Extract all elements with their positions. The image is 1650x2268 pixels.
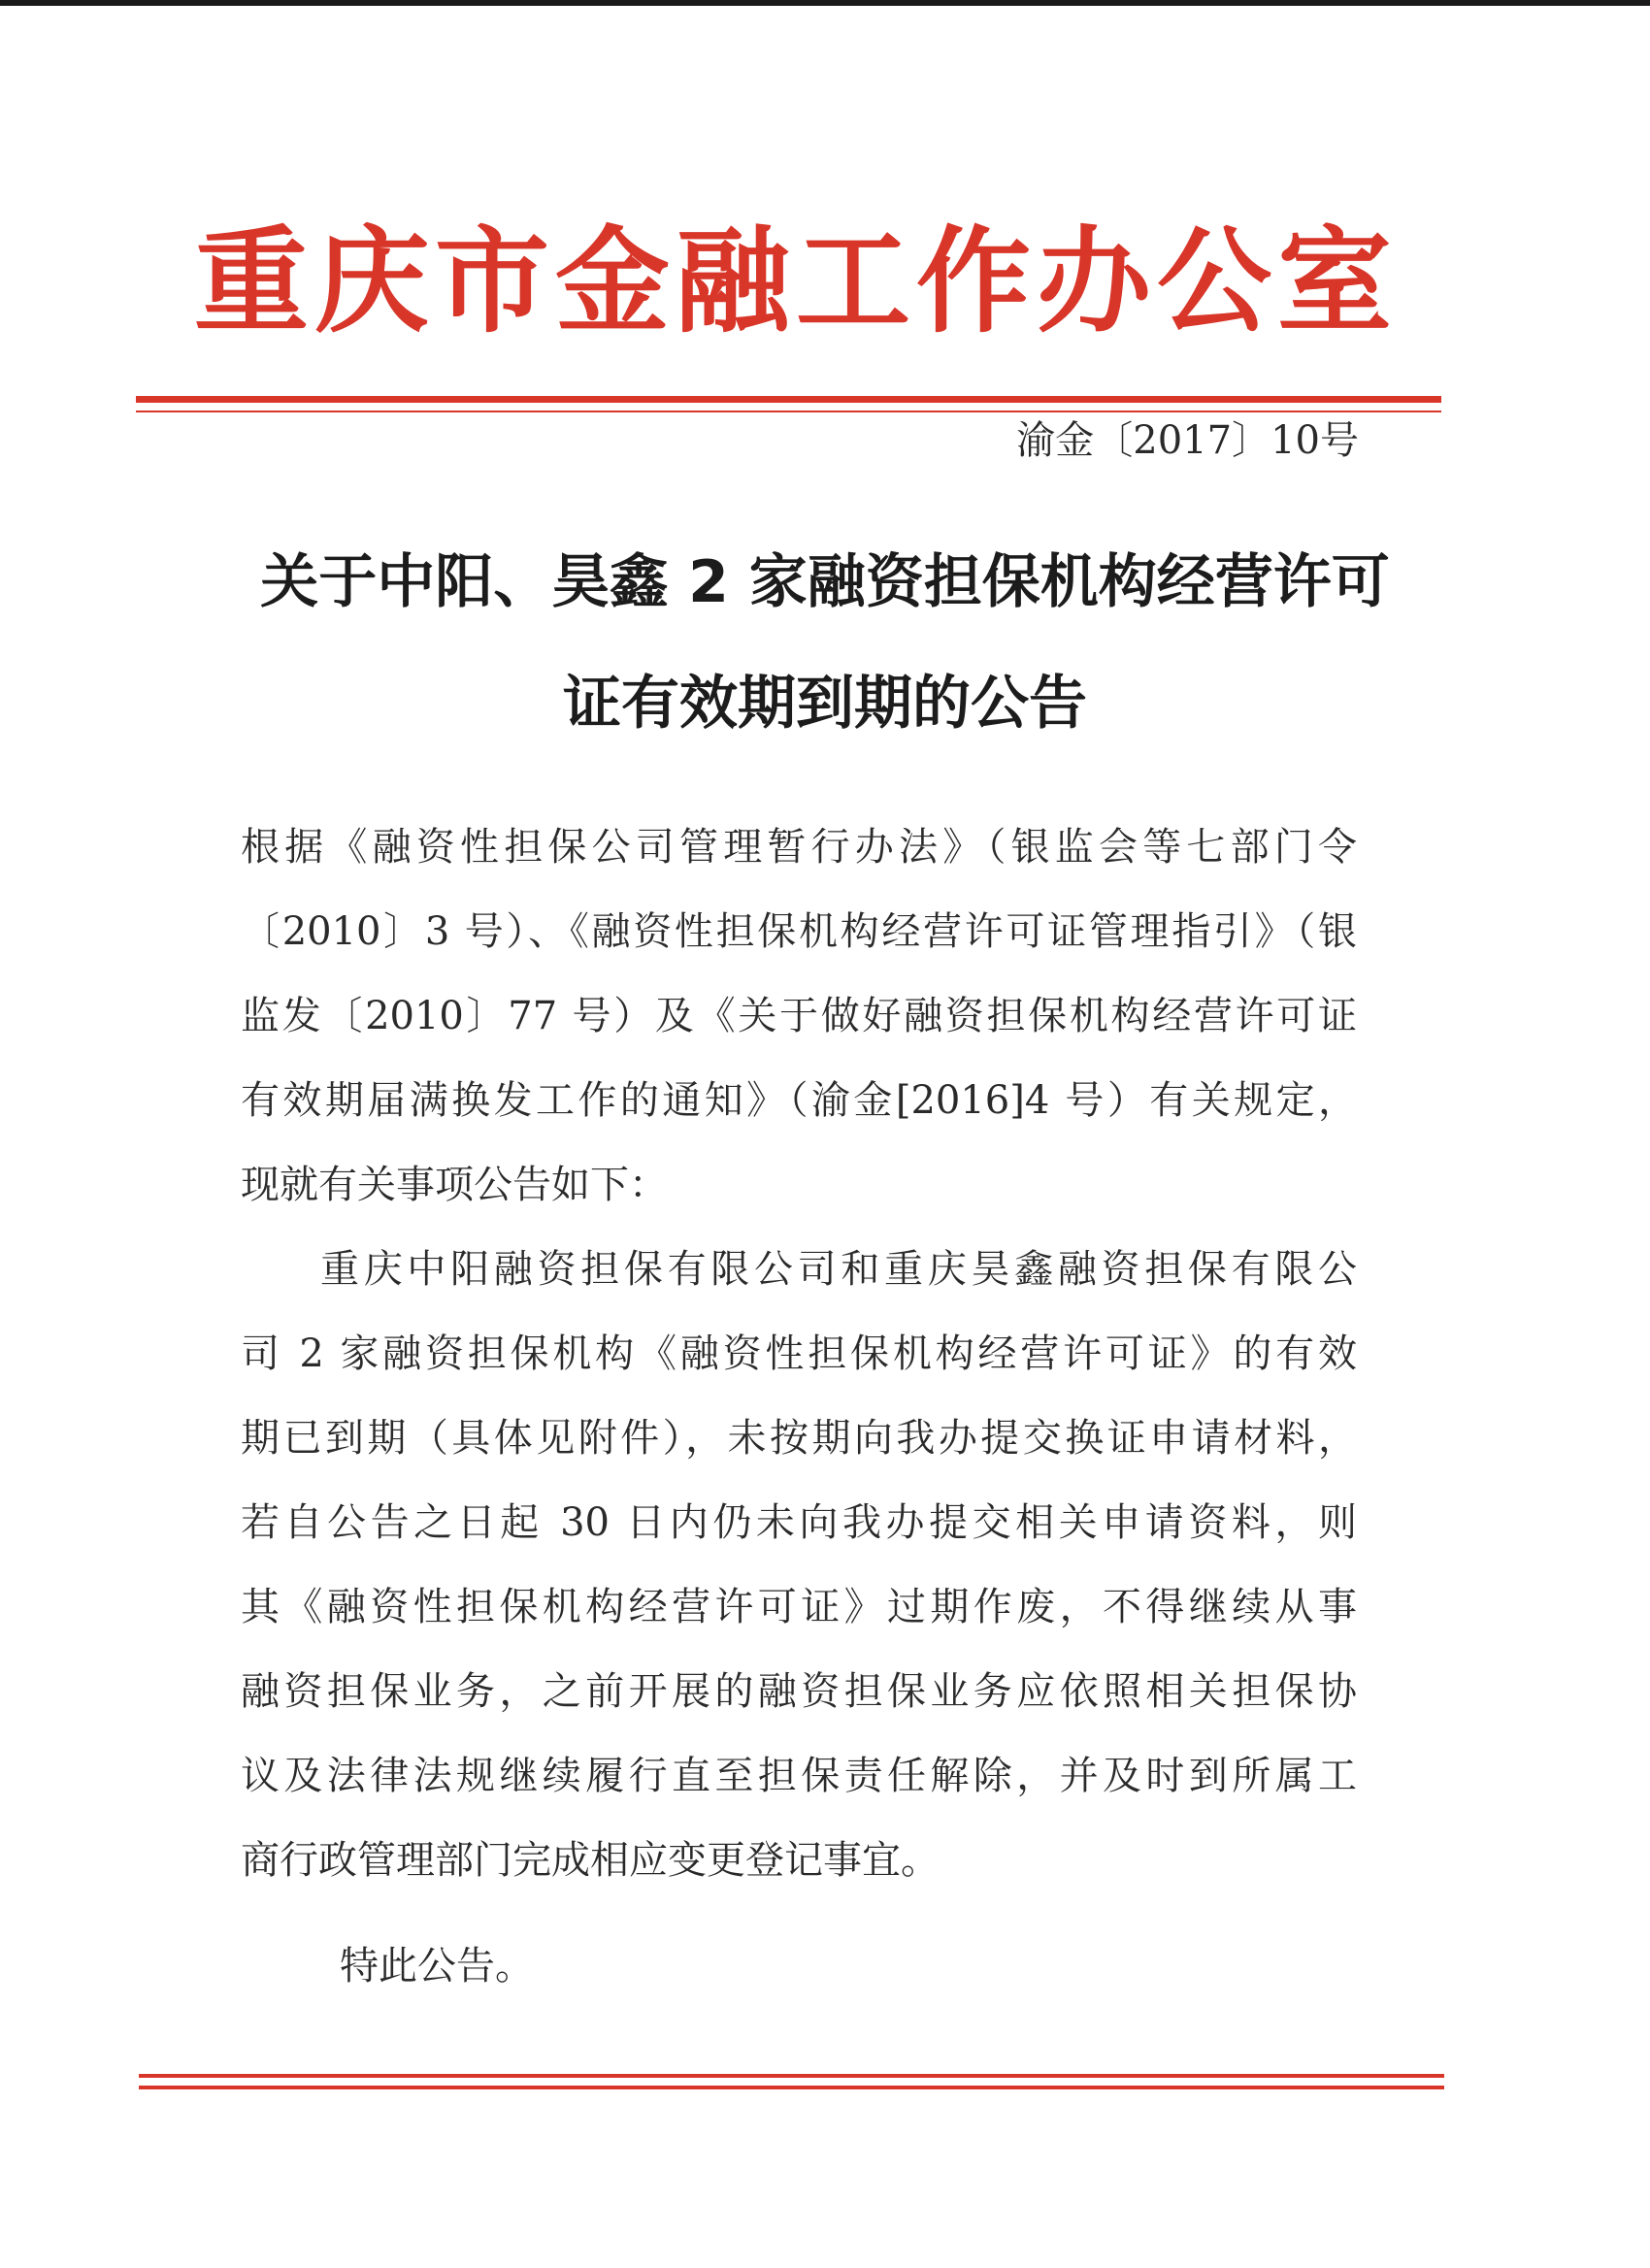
footer-red-rule xyxy=(139,2074,1444,2078)
scan-top-edge xyxy=(0,0,1650,6)
issuing-authority-masthead: 重庆市金融工作办公室 xyxy=(193,214,1398,348)
paragraph-line: 期已到期（具体见附件），未按期向我办提交换证申请材料， xyxy=(241,1416,1357,1461)
masthead-red-rule xyxy=(136,396,1441,403)
paragraph-line: 其《融资性担保机构经营许可证》过期作废，不得继续从事 xyxy=(241,1585,1357,1629)
paragraph-line: 有效期届满换发工作的通知》（渝金[2016]4 号）有关规定， xyxy=(241,1078,1357,1123)
paragraph-line: 融资担保业务，之前开展的融资担保业务应依照相关担保协 xyxy=(241,1669,1357,1714)
paragraph-line: 监发〔2010〕77 号）及《关于做好融资担保机构经营许可证 xyxy=(241,994,1357,1038)
notice-title-line-1: 关于中阳、昊鑫 2 家融资担保机构经营许可 xyxy=(260,548,1390,616)
paragraph-line: 议及法律法规继续履行直至担保责任解除，并及时到所属工 xyxy=(241,1754,1357,1798)
paragraph-line: 商行政管理部门完成相应变更登记事宜。 xyxy=(241,1838,940,1883)
paragraph-line: 重庆中阳融资担保有限公司和重庆昊鑫融资担保有限公 xyxy=(320,1247,1357,1292)
document-number: 渝金〔2017〕10号 xyxy=(1016,418,1359,463)
footer-red-rule-second xyxy=(139,2086,1444,2089)
closing-statement: 特此公告。 xyxy=(340,1944,534,1989)
paragraph-line: 〔2010〕3 号）、《融资性担保机构经营许可证管理指引》（银 xyxy=(241,909,1357,954)
paragraph-line: 若自公告之日起 30 日内仍未向我办提交相关申请资料，则 xyxy=(241,1500,1357,1545)
paragraph-line: 根据《融资性担保公司管理暂行办法》（银监会等七部门令 xyxy=(241,825,1357,870)
notice-title-line-2: 证有效期到期的公告 xyxy=(563,670,1087,738)
paragraph-line: 现就有关事项公告如下： xyxy=(241,1163,668,1207)
masthead-red-rule-thin xyxy=(136,411,1441,412)
paragraph-line: 司 2 家融资担保机构《融资性担保机构经营许可证》的有效 xyxy=(241,1331,1357,1376)
